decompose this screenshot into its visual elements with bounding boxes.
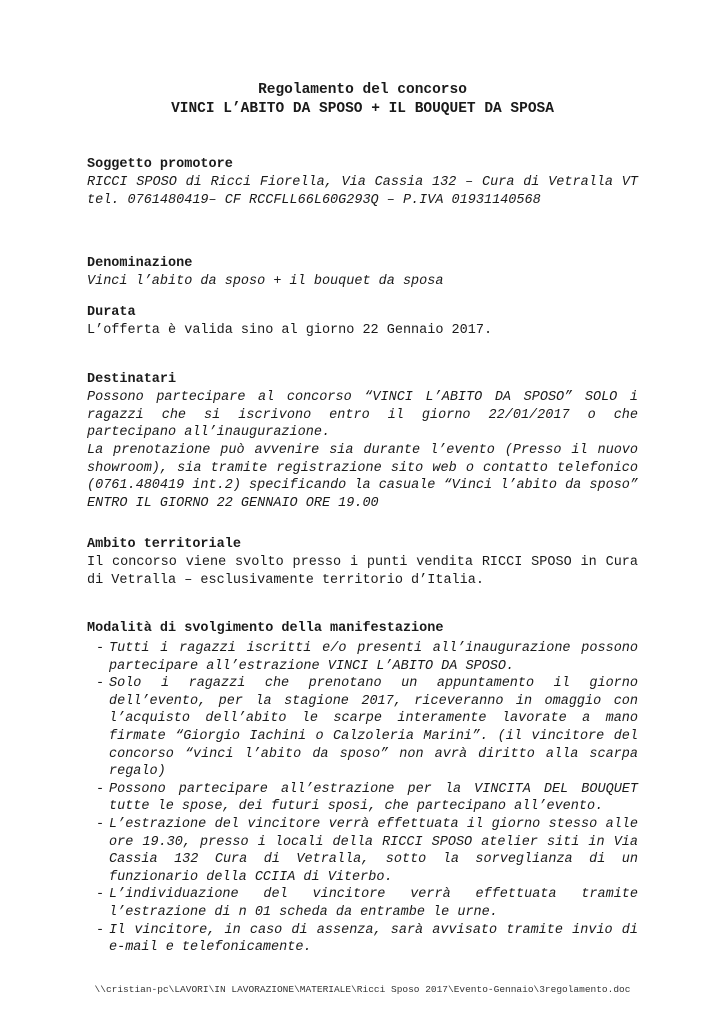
dash-bullet-icon: - [96, 676, 105, 692]
list-item: - Solo i ragazzi che prenotano un appuntamento il giorno dell’evento, per la stagione 2017, riceveranno in omaggio con l’acquisto dell’abito le scarpe interamente lavorate a mano firmate “Giorgio Iachini o Calzoleria Marini”. (il vincitore del concorso “vinci l’abito da sposo” non avrà diritto alla scarpa regalo) [96, 676, 638, 780]
destinatari-paragraph-2: La prenotazione può avvenire sia durante l’evento (Presso il nuovo showroom), sia tramite registrazione sito web o contatto telefonico (0761.480419 int.2) specificando la casuale “Vinci l’abito da sposo” ENTRO IL GIORNO 22 GENNAIO ORE 19.00 [87, 443, 638, 511]
heading-durata: Durata [87, 305, 136, 320]
heading-denominazione: Denominazione [87, 256, 193, 271]
dash-bullet-icon: - [96, 816, 105, 832]
dash-bullet-icon: - [96, 887, 105, 903]
list-item: - Tutti i ragazzi iscritti e/o presenti all’inaugurazione possono partecipare all’estrazione VINCI L’ABITO DA SPOSO. [96, 641, 638, 674]
dash-bullet-icon: - [96, 781, 105, 797]
list-item: - Il vincitore, in caso di assenza, sarà avvisato tramite invio di e-mail e telefonicamente. [96, 922, 638, 956]
list-item: - L’individuazione del vincitore verrà effettuata tramite l’estrazione di n 01 scheda da entrambe le urne. [96, 887, 638, 920]
document-title: Regolamento del concorso [258, 82, 467, 98]
document-subtitle: VINCI L’ABITO DA SPOSO + IL BOUQUET DA SPOSA [171, 101, 554, 117]
heading-ambito-territoriale: Ambito territoriale [87, 537, 241, 552]
list-item: - Possono partecipare all’estrazione per la VINCITA DEL BOUQUET tutte le spose, dei futuri sposi, che partecipano all’evento. [96, 781, 638, 815]
durata-text: L’offerta è valida sino al giorno 22 Gennaio 2017. [87, 323, 493, 338]
dash-bullet-icon: - [96, 922, 105, 938]
promotore-text: RICCI SPOSO di Ricci Fiorella, Via Cassia 132 – Cura di Vetralla VT tel. 0761480419– CF RCCFLL66L60G293Q – P.IVA 01931140568 [87, 175, 638, 208]
destinatari-paragraph-1: Possono partecipare al concorso “VINCI L’ABITO DA SPOSO” SOLO i ragazzi che si iscrivono entro il giorno 22/01/2017 o che partecipano all’inaugurazione. [87, 390, 638, 441]
ambito-text: Il concorso viene svolto presso i punti vendita RICCI SPOSO in Cura di Vetralla – esclusivamente territorio d’Italia. [87, 555, 638, 588]
file-path-footer: \\cristian-pc\LAVORI\IN LAVORAZIONE\MATERIALE\Ricci Sposo 2017\Evento-Gennaio\3regolamento.doc [94, 984, 631, 995]
heading-soggetto-promotore: Soggetto promotore [87, 157, 233, 172]
denominazione-text: Vinci l’abito da sposo + il bouquet da sposa [87, 274, 444, 289]
heading-modalita: Modalità di svolgimento della manifestazione [87, 621, 444, 636]
heading-destinatari: Destinatari [87, 372, 177, 387]
modalita-list [87, 640, 638, 957]
dash-bullet-icon: - [96, 641, 105, 656]
list-item: - L’estrazione del vincitore verrà effettuata il giorno stesso alle ore 19.30, presso i locali della RICCI SPOSO atelier siti in Via Cassia 132 Cura di Vetralla, sotto la sorveglianza di un funzionario della CCIIA di Viterbo. [96, 816, 638, 885]
